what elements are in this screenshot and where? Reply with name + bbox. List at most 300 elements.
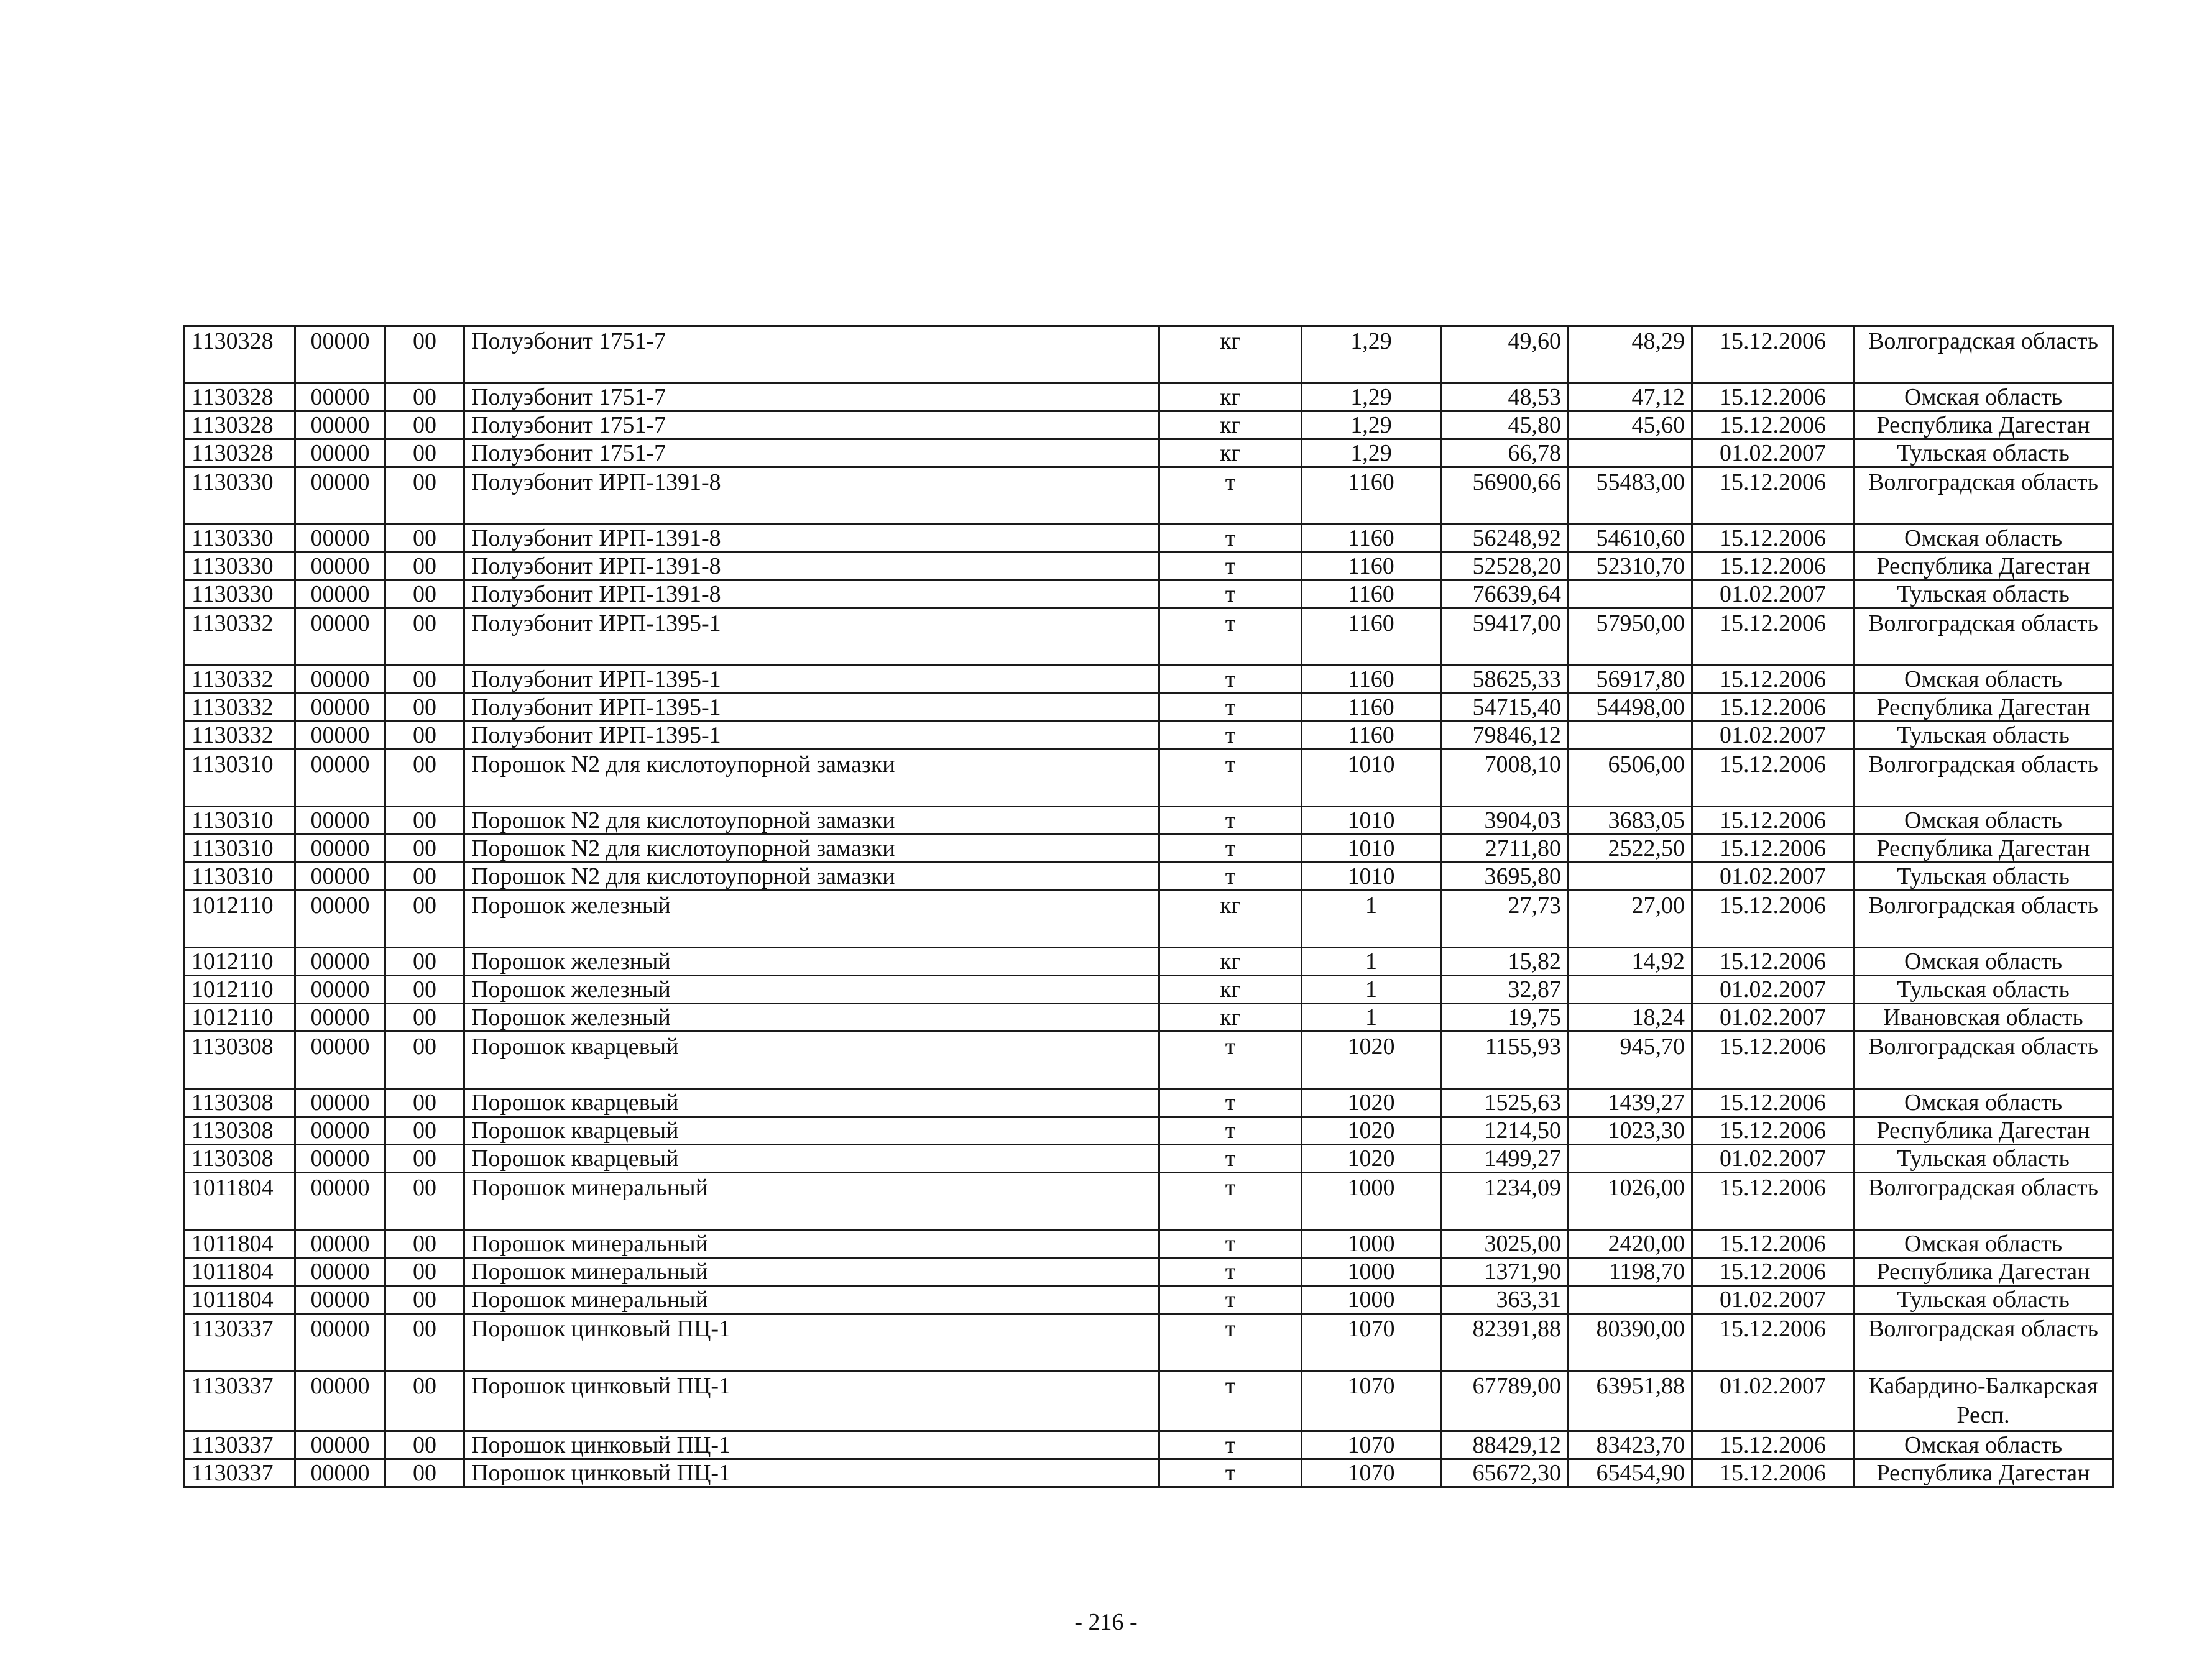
cell-class: 00 <box>385 1117 464 1145</box>
cell-unit: кг <box>1159 1004 1302 1032</box>
cell-price: 1439,27 <box>1569 1089 1692 1117</box>
cell-price-with-vat: 52528,20 <box>1441 553 1569 581</box>
cell-class: 00 <box>385 1089 464 1117</box>
cell-subcode: 00000 <box>295 835 385 863</box>
table-row <box>185 1459 2113 1487</box>
cell-price <box>1569 1145 1692 1173</box>
cell-price-with-vat: 3695,80 <box>1441 863 1569 891</box>
cell-date: 15.12.2006 <box>1692 1117 1854 1145</box>
cell-name: Порошок железный <box>464 976 1159 1004</box>
cell-date: 15.12.2006 <box>1692 694 1854 722</box>
cell-unit: т <box>1159 722 1302 750</box>
cell-unit: т <box>1159 1371 1302 1431</box>
cell-unit: т <box>1159 863 1302 891</box>
cell-coefficient: 1000 <box>1302 1230 1441 1258</box>
cell-code: 1130310 <box>185 863 295 891</box>
table-row <box>185 694 2113 722</box>
table-row <box>185 553 2113 581</box>
cell-subcode: 00000 <box>295 1004 385 1032</box>
table-row <box>185 1431 2113 1459</box>
cell-price: 47,12 <box>1569 383 1692 411</box>
cell-code: 1130310 <box>185 807 295 835</box>
cell-class: 00 <box>385 1230 464 1258</box>
cell-unit: т <box>1159 666 1302 694</box>
cell-unit: т <box>1159 1286 1302 1314</box>
cell-price: 55483,00 <box>1569 467 1692 525</box>
cell-class: 00 <box>385 1459 464 1487</box>
cell-subcode: 00000 <box>295 439 385 467</box>
cell-coefficient: 1160 <box>1302 525 1441 553</box>
cell-subcode: 00000 <box>295 807 385 835</box>
cell-price-with-vat: 45,80 <box>1441 411 1569 439</box>
cell-code: 1012110 <box>185 976 295 1004</box>
cell-price-with-vat: 66,78 <box>1441 439 1569 467</box>
cell-name: Порошок цинковый ПЦ-1 <box>464 1371 1159 1431</box>
cell-class: 00 <box>385 525 464 553</box>
cell-code: 1130337 <box>185 1459 295 1487</box>
table-row <box>185 976 2113 1004</box>
cell-subcode: 00000 <box>295 581 385 608</box>
cell-price: 45,60 <box>1569 411 1692 439</box>
table-row <box>185 1089 2113 1117</box>
cell-date: 01.02.2007 <box>1692 863 1854 891</box>
cell-price: 1198,70 <box>1569 1258 1692 1286</box>
cell-code: 1130308 <box>185 1117 295 1145</box>
cell-price-with-vat: 79846,12 <box>1441 722 1569 750</box>
cell-region: Тульская область <box>1854 1286 2113 1314</box>
cell-price-with-vat: 76639,64 <box>1441 581 1569 608</box>
cell-class: 00 <box>385 1145 464 1173</box>
table-row <box>185 467 2113 525</box>
cell-price-with-vat: 49,60 <box>1441 326 1569 383</box>
cell-region: Волгоградская область <box>1854 1173 2113 1230</box>
cell-price-with-vat: 7008,10 <box>1441 750 1569 807</box>
table-row <box>185 1145 2113 1173</box>
cell-code: 1130332 <box>185 722 295 750</box>
table-row <box>185 326 2113 383</box>
cell-subcode: 00000 <box>295 467 385 525</box>
cell-price-with-vat: 67789,00 <box>1441 1371 1569 1431</box>
cell-unit: т <box>1159 1117 1302 1145</box>
cell-class: 00 <box>385 553 464 581</box>
cell-region: Республика Дагестан <box>1854 1459 2113 1487</box>
cell-subcode: 00000 <box>295 1145 385 1173</box>
cell-code: 1130328 <box>185 411 295 439</box>
cell-region: Тульская область <box>1854 863 2113 891</box>
cell-unit: кг <box>1159 439 1302 467</box>
table-row <box>185 1314 2113 1371</box>
cell-code: 1130330 <box>185 525 295 553</box>
cell-unit: т <box>1159 553 1302 581</box>
cell-coefficient: 1160 <box>1302 467 1441 525</box>
cell-price: 1026,00 <box>1569 1173 1692 1230</box>
cell-unit: т <box>1159 1089 1302 1117</box>
cell-coefficient: 1,29 <box>1302 439 1441 467</box>
cell-coefficient: 1020 <box>1302 1145 1441 1173</box>
cell-coefficient: 1070 <box>1302 1314 1441 1371</box>
table-row <box>185 411 2113 439</box>
cell-price-with-vat: 58625,33 <box>1441 666 1569 694</box>
table-row <box>185 750 2113 807</box>
cell-date: 15.12.2006 <box>1692 666 1854 694</box>
table-row <box>185 525 2113 553</box>
cell-price <box>1569 439 1692 467</box>
cell-subcode: 00000 <box>295 411 385 439</box>
cell-price-with-vat: 3025,00 <box>1441 1230 1569 1258</box>
cell-code: 1130328 <box>185 383 295 411</box>
cell-name: Полуэбонит 1751-7 <box>464 439 1159 467</box>
cell-name: Полуэбонит ИРП-1391-8 <box>464 553 1159 581</box>
cell-name: Порошок кварцевый <box>464 1089 1159 1117</box>
cell-unit: т <box>1159 835 1302 863</box>
cell-price-with-vat: 363,31 <box>1441 1286 1569 1314</box>
cell-price: 3683,05 <box>1569 807 1692 835</box>
cell-code: 1011804 <box>185 1258 295 1286</box>
cell-name: Порошок кварцевый <box>464 1032 1159 1089</box>
cell-code: 1012110 <box>185 1004 295 1032</box>
cell-region: Тульская область <box>1854 1145 2113 1173</box>
cell-subcode: 00000 <box>295 1314 385 1371</box>
cell-price-with-vat: 2711,80 <box>1441 835 1569 863</box>
cell-date: 15.12.2006 <box>1692 467 1854 525</box>
cell-date: 15.12.2006 <box>1692 1431 1854 1459</box>
cell-subcode: 00000 <box>295 666 385 694</box>
cell-code: 1130337 <box>185 1431 295 1459</box>
cell-region: Омская область <box>1854 1230 2113 1258</box>
cell-price <box>1569 863 1692 891</box>
cell-class: 00 <box>385 1286 464 1314</box>
cell-class: 00 <box>385 807 464 835</box>
cell-region: Республика Дагестан <box>1854 1117 2113 1145</box>
cell-code: 1011804 <box>185 1230 295 1258</box>
cell-class: 00 <box>385 835 464 863</box>
cell-subcode: 00000 <box>295 383 385 411</box>
cell-unit: т <box>1159 1173 1302 1230</box>
cell-unit: т <box>1159 467 1302 525</box>
cell-price: 945,70 <box>1569 1032 1692 1089</box>
cell-date: 15.12.2006 <box>1692 1258 1854 1286</box>
table-row <box>185 1032 2113 1089</box>
cell-subcode: 00000 <box>295 1032 385 1089</box>
cell-class: 00 <box>385 666 464 694</box>
cell-price-with-vat: 65672,30 <box>1441 1459 1569 1487</box>
cell-price-with-vat: 1525,63 <box>1441 1089 1569 1117</box>
cell-subcode: 00000 <box>295 694 385 722</box>
cell-price <box>1569 722 1692 750</box>
cell-unit: т <box>1159 525 1302 553</box>
cell-region: Омская область <box>1854 525 2113 553</box>
cell-class: 00 <box>385 383 464 411</box>
cell-class: 00 <box>385 1371 464 1431</box>
cell-name: Порошок минеральный <box>464 1230 1159 1258</box>
cell-class: 00 <box>385 1431 464 1459</box>
cell-unit: т <box>1159 694 1302 722</box>
cell-price: 65454,90 <box>1569 1459 1692 1487</box>
cell-date: 15.12.2006 <box>1692 1314 1854 1371</box>
cell-price: 6506,00 <box>1569 750 1692 807</box>
cell-coefficient: 1160 <box>1302 722 1441 750</box>
cell-coefficient: 1000 <box>1302 1173 1441 1230</box>
cell-price-with-vat: 56900,66 <box>1441 467 1569 525</box>
cell-region: Омская область <box>1854 666 2113 694</box>
cell-date: 15.12.2006 <box>1692 1032 1854 1089</box>
cell-region: Омская область <box>1854 948 2113 976</box>
cell-class: 00 <box>385 439 464 467</box>
cell-class: 00 <box>385 1032 464 1089</box>
cell-price: 57950,00 <box>1569 608 1692 666</box>
table-row <box>185 1371 2113 1431</box>
cell-region: Республика Дагестан <box>1854 694 2113 722</box>
cell-coefficient: 1070 <box>1302 1371 1441 1431</box>
cell-code: 1012110 <box>185 948 295 976</box>
cell-name: Порошок железный <box>464 891 1159 948</box>
cell-unit: кг <box>1159 383 1302 411</box>
cell-code: 1011804 <box>185 1173 295 1230</box>
cell-class: 00 <box>385 694 464 722</box>
cell-class: 00 <box>385 891 464 948</box>
table-row <box>185 1258 2113 1286</box>
cell-price: 48,29 <box>1569 326 1692 383</box>
cell-unit: т <box>1159 1032 1302 1089</box>
cell-region: Волгоградская область <box>1854 750 2113 807</box>
cell-unit: т <box>1159 1431 1302 1459</box>
cell-date: 01.02.2007 <box>1692 722 1854 750</box>
cell-subcode: 00000 <box>295 1230 385 1258</box>
cell-name: Полуэбонит ИРП-1395-1 <box>464 666 1159 694</box>
cell-code: 1130337 <box>185 1371 295 1431</box>
cell-class: 00 <box>385 608 464 666</box>
cell-class: 00 <box>385 326 464 383</box>
cell-date: 15.12.2006 <box>1692 891 1854 948</box>
cell-price-with-vat: 15,82 <box>1441 948 1569 976</box>
cell-class: 00 <box>385 948 464 976</box>
cell-region: Волгоградская область <box>1854 326 2113 383</box>
cell-subcode: 00000 <box>295 525 385 553</box>
cell-code: 1130310 <box>185 750 295 807</box>
cell-name: Полуэбонит 1751-7 <box>464 383 1159 411</box>
cell-name: Порошок минеральный <box>464 1286 1159 1314</box>
cell-unit: кг <box>1159 948 1302 976</box>
cell-region: Волгоградская область <box>1854 1314 2113 1371</box>
cell-code: 1130330 <box>185 581 295 608</box>
cell-date: 01.02.2007 <box>1692 1145 1854 1173</box>
cell-price: 80390,00 <box>1569 1314 1692 1371</box>
cell-coefficient: 1160 <box>1302 553 1441 581</box>
cell-name: Порошок цинковый ПЦ-1 <box>464 1431 1159 1459</box>
cell-code: 1130337 <box>185 1314 295 1371</box>
table-row <box>185 835 2113 863</box>
cell-coefficient: 1000 <box>1302 1258 1441 1286</box>
cell-subcode: 00000 <box>295 891 385 948</box>
cell-date: 15.12.2006 <box>1692 807 1854 835</box>
cell-date: 15.12.2006 <box>1692 750 1854 807</box>
table-row <box>185 1004 2113 1032</box>
cell-name: Порошок железный <box>464 1004 1159 1032</box>
cell-price-with-vat: 27,73 <box>1441 891 1569 948</box>
table-body <box>185 326 2113 1487</box>
cell-region: Республика Дагестан <box>1854 1258 2113 1286</box>
cell-name: Порошок минеральный <box>464 1173 1159 1230</box>
cell-unit: т <box>1159 1459 1302 1487</box>
cell-name: Полуэбонит ИРП-1391-8 <box>464 581 1159 608</box>
cell-class: 00 <box>385 1004 464 1032</box>
cell-coefficient: 1070 <box>1302 1431 1441 1459</box>
cell-name: Полуэбонит ИРП-1395-1 <box>464 608 1159 666</box>
cell-date: 01.02.2007 <box>1692 1371 1854 1431</box>
cell-coefficient: 1160 <box>1302 608 1441 666</box>
cell-unit: т <box>1159 1258 1302 1286</box>
cell-unit: т <box>1159 1145 1302 1173</box>
cell-coefficient: 1020 <box>1302 1117 1441 1145</box>
cell-class: 00 <box>385 581 464 608</box>
table-row <box>185 1286 2113 1314</box>
cell-price: 18,24 <box>1569 1004 1692 1032</box>
cell-coefficient: 1020 <box>1302 1032 1441 1089</box>
cell-class: 00 <box>385 1258 464 1286</box>
cell-region: Волгоградская область <box>1854 467 2113 525</box>
cell-code: 1011804 <box>185 1286 295 1314</box>
cell-subcode: 00000 <box>295 863 385 891</box>
cell-price-with-vat: 1234,09 <box>1441 1173 1569 1230</box>
cell-date: 15.12.2006 <box>1692 1459 1854 1487</box>
cell-class: 00 <box>385 411 464 439</box>
cell-subcode: 00000 <box>295 1371 385 1431</box>
cell-subcode: 00000 <box>295 750 385 807</box>
cell-price: 2522,50 <box>1569 835 1692 863</box>
cell-code: 1130332 <box>185 694 295 722</box>
cell-code: 1130308 <box>185 1089 295 1117</box>
cell-code: 1130330 <box>185 467 295 525</box>
cell-class: 00 <box>385 976 464 1004</box>
cell-region: Волгоградская область <box>1854 891 2113 948</box>
table-row <box>185 863 2113 891</box>
cell-region: Омская область <box>1854 1431 2113 1459</box>
cell-subcode: 00000 <box>295 1089 385 1117</box>
cell-price: 54498,00 <box>1569 694 1692 722</box>
cell-coefficient: 1010 <box>1302 863 1441 891</box>
cell-name: Порошок минеральный <box>464 1258 1159 1286</box>
cell-date: 15.12.2006 <box>1692 383 1854 411</box>
cell-unit: т <box>1159 608 1302 666</box>
cell-region: Тульская область <box>1854 722 2113 750</box>
cell-region: Тульская область <box>1854 439 2113 467</box>
table-row <box>185 666 2113 694</box>
cell-price <box>1569 976 1692 1004</box>
cell-unit: т <box>1159 581 1302 608</box>
cell-date: 15.12.2006 <box>1692 608 1854 666</box>
cell-unit: т <box>1159 1314 1302 1371</box>
page-number: - 216 - <box>1074 1609 1138 1635</box>
cell-subcode: 00000 <box>295 948 385 976</box>
table-row <box>185 948 2113 976</box>
cell-region: Республика Дагестан <box>1854 835 2113 863</box>
table-row <box>185 581 2113 608</box>
cell-date: 01.02.2007 <box>1692 976 1854 1004</box>
cell-coefficient: 1020 <box>1302 1089 1441 1117</box>
cell-region: Республика Дагестан <box>1854 411 2113 439</box>
cell-price: 52310,70 <box>1569 553 1692 581</box>
price-table <box>183 325 2114 1488</box>
cell-date: 15.12.2006 <box>1692 1089 1854 1117</box>
table-row <box>185 439 2113 467</box>
cell-price: 56917,80 <box>1569 666 1692 694</box>
cell-class: 00 <box>385 1173 464 1230</box>
cell-date: 15.12.2006 <box>1692 553 1854 581</box>
cell-code: 1130308 <box>185 1032 295 1089</box>
cell-price-with-vat: 88429,12 <box>1441 1431 1569 1459</box>
cell-unit: т <box>1159 1230 1302 1258</box>
cell-region: Волгоградская область <box>1854 1032 2113 1089</box>
cell-name: Порошок N2 для кислотоупорной замазки <box>464 807 1159 835</box>
cell-coefficient: 1 <box>1302 891 1441 948</box>
cell-date: 15.12.2006 <box>1692 326 1854 383</box>
cell-region: Омская область <box>1854 383 2113 411</box>
cell-price: 27,00 <box>1569 891 1692 948</box>
cell-coefficient: 1,29 <box>1302 411 1441 439</box>
cell-code: 1130308 <box>185 1145 295 1173</box>
cell-name: Полуэбонит 1751-7 <box>464 411 1159 439</box>
cell-price: 63951,88 <box>1569 1371 1692 1431</box>
cell-name: Порошок цинковый ПЦ-1 <box>464 1459 1159 1487</box>
cell-date: 15.12.2006 <box>1692 525 1854 553</box>
cell-unit: кг <box>1159 326 1302 383</box>
cell-unit: кг <box>1159 891 1302 948</box>
cell-region: Омская область <box>1854 1089 2113 1117</box>
cell-coefficient: 1070 <box>1302 1459 1441 1487</box>
cell-name: Полуэбонит ИРП-1395-1 <box>464 722 1159 750</box>
cell-date: 15.12.2006 <box>1692 835 1854 863</box>
cell-unit: кг <box>1159 411 1302 439</box>
cell-date: 15.12.2006 <box>1692 1173 1854 1230</box>
cell-price: 14,92 <box>1569 948 1692 976</box>
table-row <box>185 891 2113 948</box>
cell-name: Порошок N2 для кислотоупорной замазки <box>464 835 1159 863</box>
cell-class: 00 <box>385 863 464 891</box>
cell-unit: т <box>1159 750 1302 807</box>
cell-name: Порошок цинковый ПЦ-1 <box>464 1314 1159 1371</box>
cell-name: Порошок кварцевый <box>464 1145 1159 1173</box>
cell-class: 00 <box>385 750 464 807</box>
cell-class: 00 <box>385 467 464 525</box>
cell-price-with-vat: 1155,93 <box>1441 1032 1569 1089</box>
cell-price-with-vat: 54715,40 <box>1441 694 1569 722</box>
cell-subcode: 00000 <box>295 976 385 1004</box>
cell-price-with-vat: 82391,88 <box>1441 1314 1569 1371</box>
cell-coefficient: 1010 <box>1302 835 1441 863</box>
cell-subcode: 00000 <box>295 722 385 750</box>
cell-name: Порошок N2 для кислотоупорной замазки <box>464 863 1159 891</box>
cell-subcode: 00000 <box>295 553 385 581</box>
cell-name: Полуэбонит ИРП-1391-8 <box>464 467 1159 525</box>
cell-coefficient: 1,29 <box>1302 326 1441 383</box>
cell-code: 1130328 <box>185 326 295 383</box>
cell-code: 1012110 <box>185 891 295 948</box>
cell-date: 15.12.2006 <box>1692 1230 1854 1258</box>
cell-coefficient: 1160 <box>1302 581 1441 608</box>
cell-subcode: 00000 <box>295 608 385 666</box>
cell-subcode: 00000 <box>295 1117 385 1145</box>
table-row <box>185 807 2113 835</box>
cell-code: 1130328 <box>185 439 295 467</box>
cell-name: Порошок железный <box>464 948 1159 976</box>
cell-price-with-vat: 19,75 <box>1441 1004 1569 1032</box>
cell-date: 01.02.2007 <box>1692 439 1854 467</box>
cell-price-with-vat: 56248,92 <box>1441 525 1569 553</box>
cell-price-with-vat: 32,87 <box>1441 976 1569 1004</box>
cell-date: 01.02.2007 <box>1692 1004 1854 1032</box>
cell-date: 15.12.2006 <box>1692 948 1854 976</box>
cell-name: Полуэбонит 1751-7 <box>464 326 1159 383</box>
